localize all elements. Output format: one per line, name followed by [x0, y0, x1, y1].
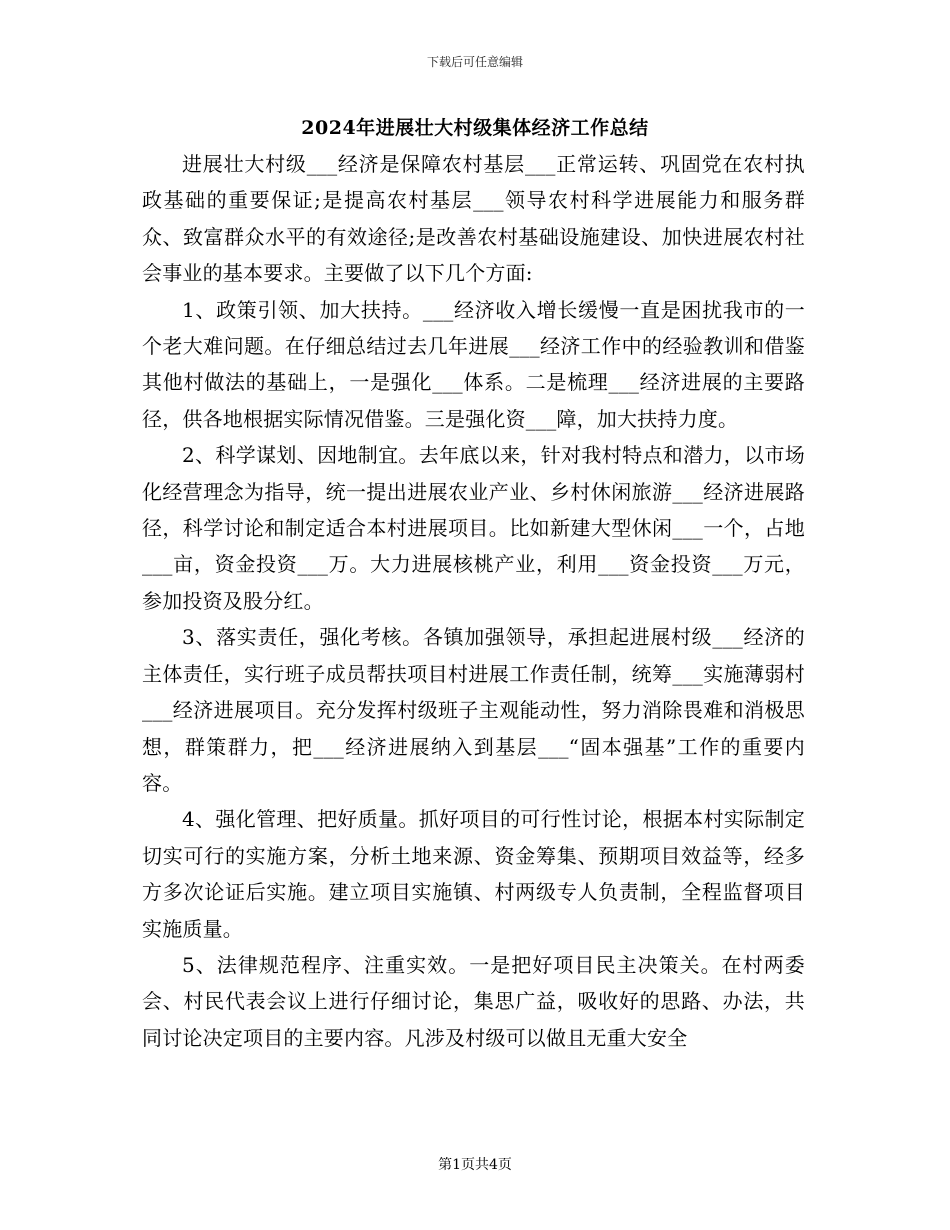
paragraph-intro: 进展壮大村级___经济是保障农村基层___正常运转、巩固党在农村执政基础的重要保证;是提高农村基层___领导农村科学进展能力和服务群众、致富群众水平的有效途径;是改善农村基础设施建设、加快进展农村社会事业的基本要求。主要做了以下几个方面: [142, 152, 805, 286]
page-number: 第1页共4页 [438, 1157, 512, 1173]
paragraph-1: 1、政策引领、加大扶持。___经济收入增长缓慢一直是困扰我市的一个老大难问题。在仔细总结过去几年进展___经济工作中的经验教训和借鉴其他村做法的基础上，一是强化___体系。二是梳理___经济进展的主要路径，供各地根据实际情况借鉴。三是强化资___障，加大扶持力度。 [142, 297, 805, 431]
paragraph-4: 4、强化管理、把好质量。抓好项目的可行性讨论，根据本村实际制定切实可行的实施方案，分析土地来源、资金筹集、预期项目效益等，经多方多次论证后实施。建立项目实施镇、村两级专人负责制，全程监督项目实施质量。 [142, 807, 805, 941]
document-body [142, 146, 805, 1056]
paragraph-3: 3、落实责任，强化考核。各镇加强领导，承担起进展村级___经济的主体责任，实行班子成员帮扶项目村进展工作责任制，统筹___实施薄弱村___经济进展项目。充分发挥村级班子主观能动性，努力消除畏难和消极思想，群策群力，把___经济进展纳入到基层___“固本强基”工作的重要内容。 [142, 625, 805, 795]
document-title: 2024年进展壮大村级集体经济工作总结 [301, 117, 649, 139]
paragraph-2: 2、科学谋划、因地制宜。去年底以来，针对我村特点和潜力，以市场化经营理念为指导，统一提出进展农业产业、乡村休闲旅游___经济进展路径，科学讨论和制定适合本村进展项目。比如新建大型休闲___一个，占地___亩，资金投资___万。大力进展核桃产业，利用___资金投资___万元，参加投资及股分红。 [142, 443, 805, 613]
paragraph-5: 5、法律规范程序、注重实效。一是把好项目民主决策关。在村两委会、村民代表会议上进行仔细讨论，集思广益，吸收好的思路、办法，共同讨论决定项目的主要内容。凡涉及村级可以做且无重大安全 [142, 952, 805, 1050]
header-note: 下载后可任意编辑 [426, 55, 523, 69]
